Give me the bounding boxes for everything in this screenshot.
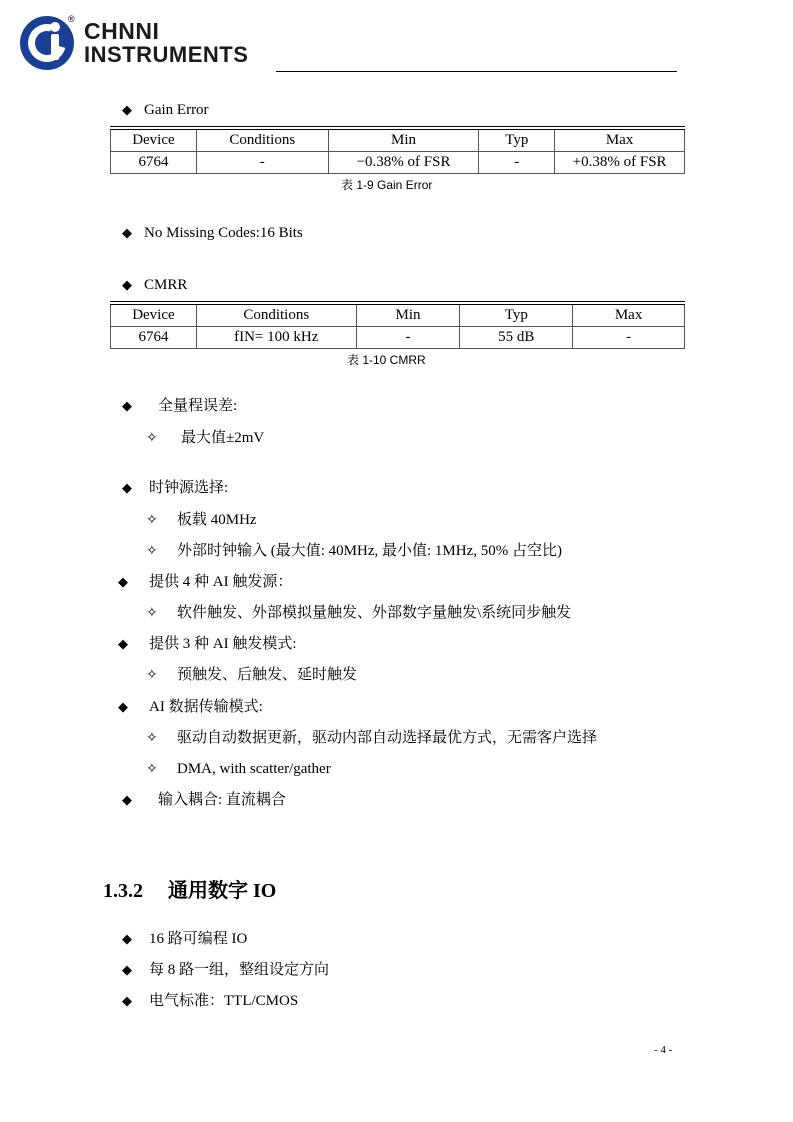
table-caption: 表 1-9 Gain Error [341, 178, 433, 192]
full-scale-error-heading: ◆ 全量程误差: [122, 398, 238, 414]
logo-i-bar [51, 34, 59, 60]
table-header-cell: Max [555, 128, 685, 152]
table-cell: - [196, 152, 328, 174]
list-item: ✧ DMA, with scatter/gather [146, 761, 331, 777]
cmrr-table [110, 301, 685, 349]
table-header-cell: Conditions [196, 128, 328, 152]
gain-error-heading: ◆ Gain Error [122, 102, 209, 118]
table-cell: +0.38% of FSR [555, 152, 685, 174]
table-header-cell: Max [573, 303, 685, 327]
clock-source-heading: ◆ 时钟源选择: [122, 480, 229, 496]
table-cell: 6764 [111, 152, 197, 174]
diamond-bullet-icon: ◆ [122, 277, 132, 292]
page-number: - 4 - [654, 1044, 673, 1056]
list-item: ✧ 软件触发、外部模拟量触发、外部数字量触发\系统同步触发 [146, 605, 572, 621]
table-cell: - [479, 152, 555, 174]
header-rule [276, 71, 677, 72]
star-bullet-icon: ✧ [146, 731, 158, 746]
registered-mark: ® [68, 14, 75, 24]
table-header-cell: Device [111, 303, 197, 327]
diamond-bullet-icon: ◆ [122, 993, 132, 1008]
table-header-row [111, 128, 685, 152]
section-heading [103, 874, 276, 903]
trigger-sources-heading: ◆ 提供 4 种 AI 触发源： [118, 574, 293, 590]
no-missing-codes-item: ◆ No Missing Codes:16 Bits [122, 225, 303, 241]
table-caption: 表 1-10 CMRR [347, 353, 426, 367]
table-header-cell: Min [328, 128, 479, 152]
diamond-bullet-icon: ◆ [122, 225, 132, 240]
star-bullet-icon: ✧ [146, 606, 158, 621]
trigger-modes-heading: ◆ 提供 3 种 AI 触发模式: [118, 636, 297, 652]
diamond-bullet-icon: ◆ [118, 699, 128, 714]
diamond-bullet-icon: ◆ [122, 931, 132, 946]
table-row [111, 327, 685, 349]
brand-name-line1: CHNNI [84, 18, 160, 44]
table-header-cell: Device [111, 128, 197, 152]
table-header-row [111, 303, 685, 327]
list-item: ✧ 驱动自动数据更新，驱动内部自动选择最优方式，无需客户选择 [146, 730, 598, 746]
cmrr-heading: ◆ CMRR [122, 277, 188, 293]
star-bullet-icon: ✧ [146, 668, 158, 683]
table-header-cell: Typ [479, 128, 555, 152]
table-header-cell: Min [356, 303, 460, 327]
table-cell: 55 dB [460, 327, 573, 349]
table-cell: - [573, 327, 685, 349]
table-header-cell: Typ [460, 303, 573, 327]
diamond-bullet-icon: ◆ [122, 102, 132, 117]
gain-error-table [110, 126, 685, 174]
star-bullet-icon: ✧ [146, 544, 158, 559]
diamond-bullet-icon: ◆ [122, 962, 132, 977]
table-header-cell: Conditions [196, 303, 356, 327]
brand-name-line2: INSTRUMENTS [84, 42, 249, 67]
star-bullet-icon: ✧ [146, 513, 158, 528]
table-cell: - [356, 327, 460, 349]
list-item: ◆ 电气标准：TTL/CMOS [122, 993, 299, 1009]
list-item: ✧ 板载 40MHz [146, 512, 257, 528]
section-number: 1.3.2 [103, 880, 143, 902]
diamond-bullet-icon: ◆ [122, 792, 132, 807]
input-coupling-item: ◆ 输入耦合: 直流耦合 [122, 792, 286, 808]
table-cell: 6764 [111, 327, 197, 349]
star-bullet-icon: ✧ [146, 762, 158, 777]
list-item: ✧ 预触发、后触发、延时触发 [146, 667, 358, 683]
list-item: ✧ 外部时钟输入 (最大值: 40MHz, 最小值: 1MHz, 50% 占空比) [146, 543, 562, 559]
diamond-bullet-icon: ◆ [118, 636, 128, 651]
star-bullet-icon: ✧ [146, 431, 158, 446]
list-item: ◆ 每 8 路一组，整组设定方向 [122, 962, 330, 978]
diamond-bullet-icon: ◆ [118, 574, 128, 589]
diamond-bullet-icon: ◆ [122, 398, 132, 413]
transfer-modes-heading: ◆ AI 数据传输模式: [118, 699, 263, 715]
table-cell: fIN= 100 kHz [196, 327, 356, 349]
list-item: ✧ 最大值±2mV [146, 430, 265, 446]
section-title: 通用数字 IO [168, 880, 277, 902]
list-item: ◆ 16 路可编程 IO [122, 931, 248, 947]
diamond-bullet-icon: ◆ [122, 480, 132, 495]
logo-i-dot [50, 22, 60, 32]
table-cell: −0.38% of FSR [328, 152, 479, 174]
table-row [111, 152, 685, 174]
